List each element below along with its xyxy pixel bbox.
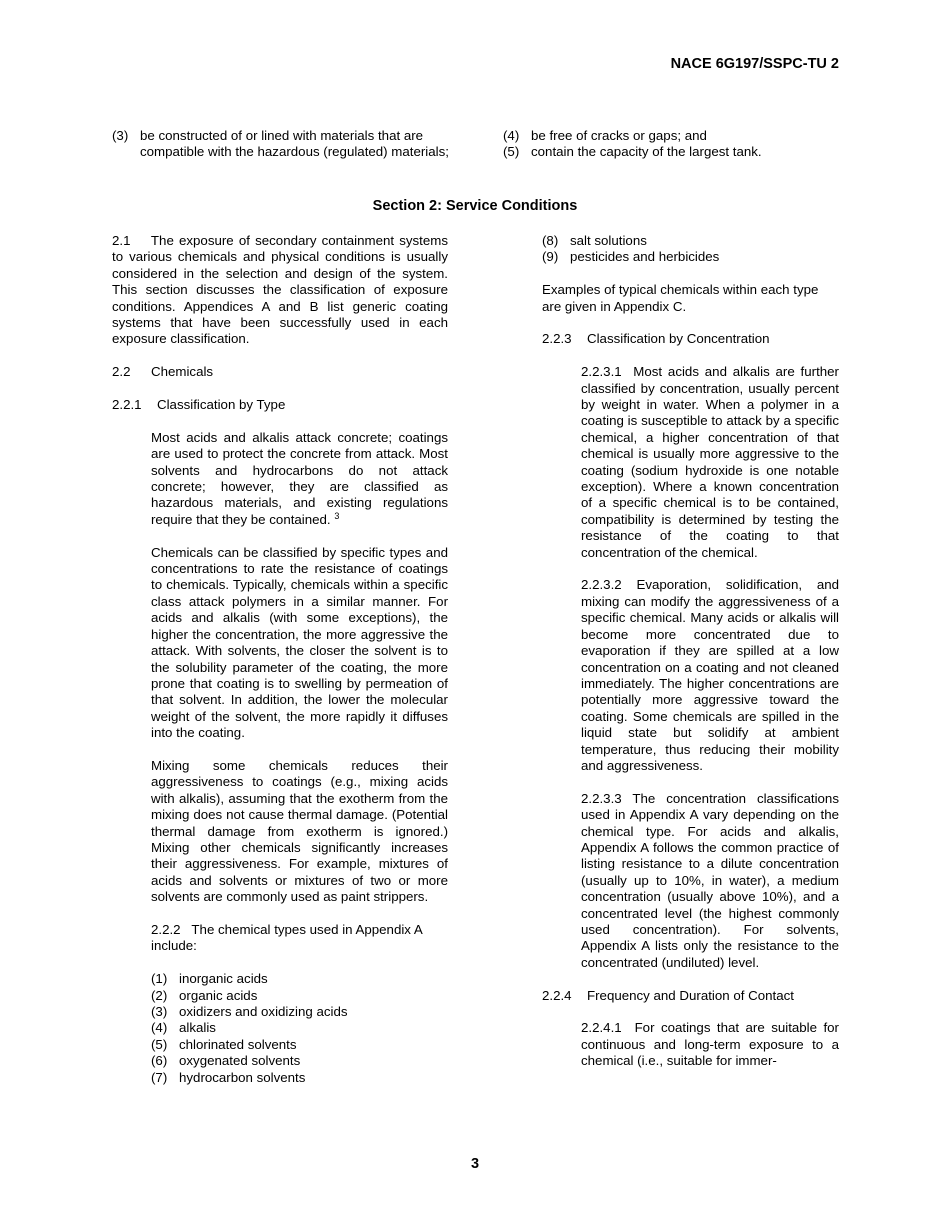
paragraph-classification: Chemicals can be classified by specific types and concentrations to rate the resistance of coatings to chemicals. Typically, chemicals within a specific class attack polymers in a similar manner. For acids and alkalis (with some exceptions), the higher the concentration, the more aggressive the attack. With solvents, the closer the solvent is to the solubility parameter of the coating, the more prone that coating is to swelling by permeation of that solvent. In addition, the lower the molecular weight of the solvent, the more rapidly it diffuses into the coating.	[151, 544, 448, 741]
paragraph-text: Most acids and alkalis are further classified by concentration, usually percent by weight in water. When a polymer in a coating is susceptible to attack by a specific chemical, a higher concentration of that chemical is usually more aggressive to the coating (sodium hydroxide is one notable exception). Where a known concentration of a specific chemical is to be contained, compatibility is determined by testing the resistance of the coating to that concentration of the chemical.	[581, 364, 839, 560]
list-item	[151, 1037, 448, 1053]
heading-number: 2.2	[112, 364, 131, 380]
heading-text: Chemicals	[151, 364, 214, 380]
list-item	[151, 988, 448, 1004]
paragraph-2-2-3-2	[581, 577, 839, 774]
heading-number: 2.2.4	[542, 987, 572, 1003]
list-item-number: (9)	[542, 249, 559, 265]
list-item-text: oxygenated solvents	[179, 1053, 301, 1069]
list-item-text: be free of cracks or gaps; and	[531, 128, 707, 143]
right-column	[542, 233, 839, 1086]
list-item	[542, 233, 839, 249]
paragraph-number: 2.1	[112, 233, 131, 248]
list-item	[151, 1004, 448, 1020]
paragraph-2-2-3-3	[581, 791, 839, 971]
heading-text: Classification by Concentration	[587, 331, 770, 347]
list-item	[151, 1070, 448, 1086]
heading-text: Classification by Type	[157, 397, 286, 413]
heading-text: Frequency and Duration of Contact	[587, 987, 794, 1003]
paragraph-acids-alkalis	[151, 430, 448, 528]
list-item-number: (6)	[151, 1053, 168, 1069]
list-item-number: (7)	[151, 1069, 168, 1085]
chemical-types-list	[151, 971, 448, 1086]
list-item	[112, 128, 450, 161]
heading-number: 2.2.3	[542, 331, 572, 347]
paragraph-number: 2.2.2	[151, 921, 181, 937]
list-item	[542, 249, 839, 265]
paragraph-number: 2.2.3.1	[581, 364, 622, 380]
list-item	[503, 144, 841, 160]
paragraph-number: 2.2.3.2	[581, 577, 622, 593]
list-item	[151, 1020, 448, 1036]
list-item-number: (8)	[542, 233, 559, 248]
list-item-text: pesticides and herbicides	[570, 249, 720, 265]
list-item-number: (1)	[151, 971, 168, 987]
list-item-text: hydrocarbon solvents	[179, 1069, 306, 1085]
list-item-number: (5)	[503, 144, 520, 160]
paragraph-number: 2.2.4.1	[581, 1020, 622, 1036]
paragraph-text: Most acids and alkalis attack concrete; coatings are used to protect the concrete from attack. Most solvents and hydrocarbons do not attack concrete; however, they are classified as hazardous materials, and existing regulations require that they be contained.	[151, 429, 448, 527]
list-item-text: oxidizers and oxidizing acids	[179, 1003, 348, 1019]
top-list-right	[503, 128, 841, 161]
paragraph-text: The chemical types used in Appendix A include:	[151, 921, 423, 954]
heading-number: 2.2.1	[112, 397, 142, 413]
list-item-number: (3)	[151, 1003, 168, 1019]
left-column	[112, 233, 448, 1086]
paragraph-2-1	[112, 233, 448, 348]
paragraph-2-2-2	[151, 922, 448, 955]
reference-superscript: 3	[334, 510, 340, 521]
list-item-text: alkalis	[179, 1020, 216, 1036]
list-item-text: be constructed of or lined with materials that are compatible with the hazardous (regulated) materials;	[140, 128, 449, 160]
heading-2-2	[112, 364, 448, 380]
list-item	[151, 1053, 448, 1069]
heading-2-2-1	[112, 397, 448, 413]
paragraph-text: Evaporation, solidification, and mixing can modify the aggressiveness of a specific chemical. Many acids or alkalis will become more concentrated due to evaporation if they are spilled at a low concentration on a coating and not cleaned immediately. The higher concentrations are potentially more aggressive toward the coating. Some chemicals are spilled in the liquid state but solidify at ambient temperature, thus reducing their mobility and aggressiveness.	[581, 577, 840, 773]
page-number: 3	[470, 1156, 480, 1172]
list-item-number: (5)	[151, 1036, 168, 1052]
document-id-header: NACE 6G197/SSPC-TU 2	[670, 56, 839, 72]
list-item	[151, 971, 448, 987]
paragraph-mixing: Mixing some chemicals reduces their aggressiveness to coatings (e.g., mixing acids with alkalis), assuming that the exotherm from the mixing does not cause thermal damage. (Potential thermal damage from exotherm is ignored.) Mixing other chemicals significantly increases their aggressiveness. For example, mixtures of acids and solvents or mixtures of two or more solvents are commonly used as paint strippers.	[151, 757, 448, 905]
list-item-text: organic acids	[179, 987, 258, 1003]
list-item-text: salt solutions	[570, 233, 647, 248]
list-item-text: chlorinated solvents	[179, 1036, 297, 1052]
paragraph-examples: Examples of typical chemicals within each type are given in Appendix C.	[542, 282, 819, 314]
paragraph-text: For coatings that are suitable for continuous and long-term exposure to a chemical (i.e., suitable for immer-	[581, 1020, 839, 1069]
paragraph-number: 2.2.3.3	[581, 790, 622, 806]
heading-2-2-3	[542, 331, 839, 347]
list-item-number: (4)	[151, 1020, 168, 1036]
list-item-number: (2)	[151, 987, 168, 1003]
list-item-text: inorganic acids	[179, 971, 268, 987]
chemical-types-list-continued	[542, 233, 839, 266]
list-item	[503, 128, 841, 144]
paragraph-text: The exposure of secondary containment systems to various chemicals and physical conditions is usually considered in the selection and design of the system. This section discusses the classification of exposure conditions. Appendices A and B list generic coating systems that have been successfully used in each exposure classification.	[112, 233, 448, 347]
heading-2-2-4	[542, 988, 839, 1004]
list-item-text: contain the capacity of the largest tank.	[531, 144, 762, 160]
paragraph-2-2-3-1	[581, 364, 839, 561]
paragraph-2-2-4-1	[581, 1020, 839, 1069]
top-list-left	[112, 128, 450, 161]
list-item-number: (4)	[503, 128, 520, 143]
list-item-number: (3)	[112, 128, 129, 143]
paragraph-text: The concentration classifications used in Appendix A vary depending on the chemical type. For acids and alkalis, Appendix A follows the common practice of listing resistance to a dilute concentration (usually up to 10%, in water), a medium concentration (usually above 10%), and a concentrated level (the highest commonly used concentration). For solvents, Appendix A lists only the resistance to the concentrated (undiluted) level.	[581, 790, 839, 970]
section-title: Section 2: Service Conditions	[372, 198, 578, 214]
